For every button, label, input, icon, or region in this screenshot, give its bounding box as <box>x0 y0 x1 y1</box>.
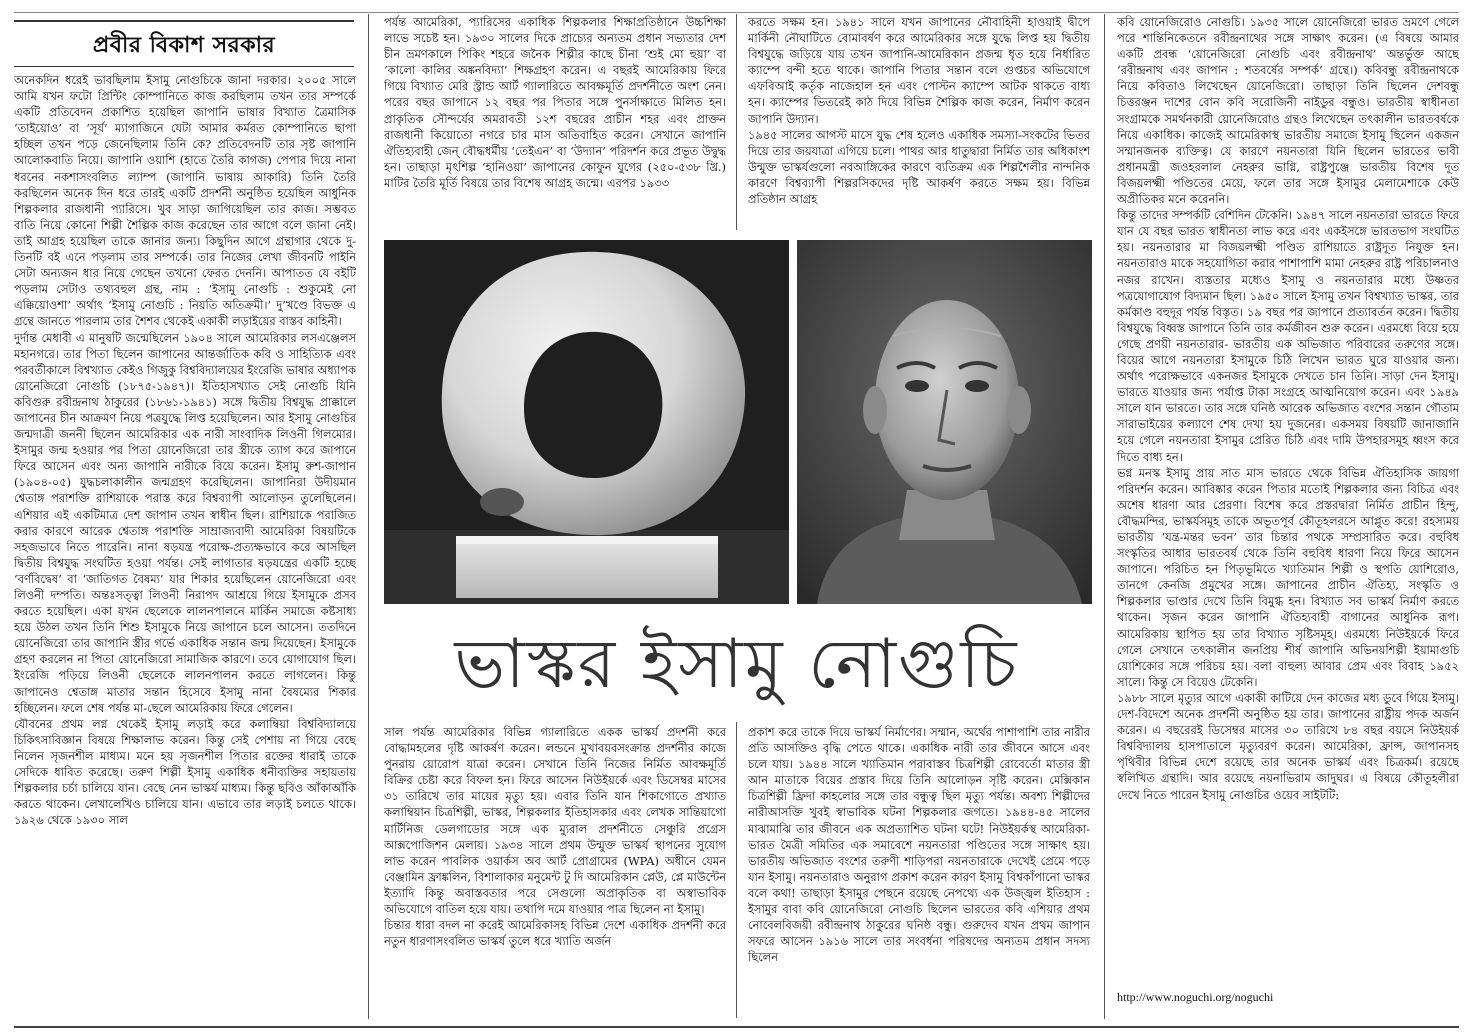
column-divider <box>368 14 369 1019</box>
column-divider <box>1104 14 1105 1019</box>
paragraph: ১৯৪৫ সালের আগস্ট মাসে যুদ্ধ শেষ হলেও একাধিক সমস্যা-সংকটের ভিতর দিয়ে তার জয়যাত্রা এগিয়ে চলে। পাথর আর ধাতুদ্বারা নির্মিত তার অধিকাংশ উন্মুক্ত ভাস্কর্যগুলো নবআঙ্গিকের কারণে ব্যতিক্রম এক শিল্পশৈলীর নান্দনিক কারণে বিশ্বব্যাপী শিল্পরসিকদের দৃষ্টি আকর্ষণ করতে সক্ষম হয়। বিভিন্ন প্রতিষ্ঠান আগ্রহ <box>748 127 1090 207</box>
column-3-bottom <box>748 724 1090 1012</box>
sculpture-image <box>384 240 789 604</box>
paragraph: যৌবনের প্রথম লগ্ন থেকেই ইসামু লড়াই করে কলাম্বিয়া বিশ্ববিদ্যালয়ে চিকিৎসাবিজ্ঞান বিষয়ে শিক্ষালাভ করেন। কিন্তু সেই পেশায় না গিয়ে বেছে নিলেন সৃজনশীল মাধ্যম। মনে হয় সৃজনশীল পিতার রক্তের ধারাই তাকে সেদিকে ধাবিত করেছে। তরুণ শিল্পী ইসামু একাধিক ধনীব্যক্তির সহায়তায় শিল্পকলার চর্চা চালিয়ে যান। বেছে নেন ভাস্কর্য মাধ্যম। কিন্তু ছবিও আঁকাআঁকি করতে থাকেন। লেখালেখিও চালিয়ে যান। এভাবে তার লড়াই চলতে থাকে। ১৯২৬ থেকে ১৯৩০ সাল <box>14 716 356 828</box>
website-link[interactable]: http://www.noguchi.org/noguchi <box>1117 990 1274 1004</box>
top-rule <box>14 12 1459 13</box>
column-1 <box>14 72 356 1012</box>
sculpture-photo <box>384 240 789 604</box>
paragraph: প্রকাশ করে তাকে দিয়ে ভাস্কর্য নির্মাণের। সম্মান, অর্থের পাশাপাশি তার নারীর প্রতি আসক্তিও বৃদ্ধি পেতে থাকে। একাধিক নারী তার জীবনে আসে এবং চলে যায়। ১৯৪৪ সালে খ্যাতিমান পরাবাস্তব চিত্রশিল্পী রোবের্তো মাতার স্ত্রী আন মাতাকে বিয়ের প্রস্তাব দিয়ে তিনি আলোড়ন সৃষ্টি করেন। মেক্সিকান চিত্রশিল্পী ফ্রিদা কাহলোর সঙ্গে তার বন্ধুত্ব ছিল মৃত্যু পর্যন্ত। অবশ্য শিল্পীদের নারীআসক্তি খুবই স্বাভাবিক ঘটনা শিল্পকলার জগতে। ১৯৪৪-৪৫ সালের মাঝামাঝি তার জীবনে এক অপ্রত্যাশিত ঘটনা ঘটে! নিউইয়র্কস্থ আমেরিকা-ভারত মৈত্রী সমিতির এক সমাবেশে নয়নতারা পণ্ডিতের সঙ্গে সাক্ষাৎ হয়। ভারতীয় অভিজাত বংশের তরুণী শাড়িপরা নয়নতারাকে দেখেই প্রেমে পড়ে যান ইসামু। নয়নতারাও অনুরাগ প্রকাশ করেন কারণ ইসামু বিশ্বকাঁপানো ভাস্কর বলে কথা! তাছাড়া ইসামুর পেছনে রয়েছে নেপথ্যে এক উজ্জ্বল ইতিহাস : ইসামুর বাবা কবি য়োনেজিরো নোগুচি ছিলেন ভারতের কবি এশিয়ার প্রথম নোবেলবিজয়ী রবীন্দ্রনাথ ঠাকুরের ঘনিষ্ঠ বন্ধু। গুরুদেব যখন প্রথম জাপান সফরে আসেন ১৯১৬ সালে তার সংবর্ধনা পরিষদের অন্যতম প্রধান সদস্য ছিলেন <box>748 725 1090 965</box>
column-2-bottom <box>384 724 726 1012</box>
paragraph: অনেকদিন ধরেই ভাবছিলাম ইসামু নোগুচিকে জানা দরকার। ২০০৫ সালে আমি যখন ফটো প্রিন্টিং কোম্পানিতে কাজ করছিলাম তখন তার সম্পর্কে একটি প্রতিবেদন প্রকাশিত হয়েছিল জাপানি ভাষার বিখ্যাত ত্রৈমাসিক ‘তাইয়োও’ বা ‘সূর্য’ ম্যাগাজিনে যেটা আমার কর্মরত কোম্পানিতে ছাপা হচ্ছিল তখন পড়ে জেনেছিলাম তিনি কে? প্রতিবেদনটি তার সৃষ্ট জাপানি আলোকবাতি নিয়ে। জাপানি ওয়াশি (হাতে তৈরি কাগজ) পেপার দিয়ে নানা ধরনের নকশাসংবলিত ল্যাম্প (জাপানি ভাষায় আকারি) তিনি তৈরি করছিলেন অনেক দিন ধরে তারই একটি প্রদর্শনী অনুষ্ঠিত হয়েছিল আধুনিক শিল্পকলার রাজধানী প্যারিসে। খুব সাড়া জাগিয়েছিল তার কাজ। সম্ভবত বাতি নিয়ে কোনো শিল্পী শৈল্পিক কাজ করেছেন তার আগে বলে জানা নেই। তাই আগ্রহ হয়েছিল তাকে জানার জন্য। কিছুদিন আগে গ্রন্থাগার থেকে দু-তিনটি বই এনে পড়লাম তার সম্পর্কে। তার নিজের লেখা জীবনটি পাইনি সেটা অন্যজন ধার নিয়ে গেছেন তখনো ফেরত দেননি। আপাতত যে বইটি পড়লাম সেটাও তথ্যবহুল গ্রন্থ, নাম : ‘ইসামু নোগুচি : শুকুমেই নো এক্কিয়োওশা’ অর্থাৎ ‘ইসামু নোগুচি : নিয়তি অতিক্রমী।’ দু’খণ্ডে বিভক্ত এ গ্রন্থে জানতে পারলাম তার শৈশব থেকেই একাকী লড়াইয়ের বাস্তব কাহিনী। <box>14 73 356 329</box>
paragraph: কবি য়োনেজিরোও নোগুচি। ১৯৩৫ সালে য়োনেজিরো ভারত ভ্রমণে গেলে পরে শান্তিনিকেতনে রবীন্দ্রনাথের সঙ্গে সাক্ষাৎ করেন। (এ বিষয়ে আমার একটি প্রবন্ধ ‘য়োনেজিরো নোগুচি এবং রবীন্দ্রনাথ’ অন্তর্ভুক্ত আছে ‘রবীন্দ্রনাথ এবং জাপান : শতবর্ষের সম্পর্ক’ গ্রন্থে।) কবিবন্ধু রবীন্দ্রনাথকে নিয়ে কবিতাও লিখেছেন য়োনেজিরো। তাছাড়া তিনি ছিলেন দেশবন্ধু চিত্তরঞ্জন দাশের বোন কবি সরোজিনী নাইডুর বন্ধুও। ভারতীয় স্বাধীনতা সংগ্রামকে সমর্থনকারী য়োনেজিরোও গ্রন্থও লিখেছেন তৎকালীন ভারতবর্ষকে নিয়ে একাধিক। কাজেই আমেরিকাস্থ ভারতীয় সমাজে ইসামু ছিলেন একজন সম্মানজনক ব্যক্তিত্ব। যে কারণে নয়নতারা যিনি ছিলেন ভারতের ভাবী প্রধানমন্ত্রী জওহরলাল নেহরুর ভাগ্নি, রাষ্ট্রপুঞ্জে ভারতীয় বিশেষ দূত বিজয়লক্ষ্মী পণ্ডিতের মেয়ে, ফলে তার সঙ্গে ইসামুর মেলামেশাকে কেউ অপ্রীতিকর মনে করেননি। <box>1117 15 1459 207</box>
paragraph: করতে সক্ষম হন। ১৯৪১ সালে যখন জাপানের নৌবাহিনী হাওয়াই দ্বীপে মার্কিনী নৌঘাটিতে বোমাবর্ষণ করে আমেরিকার সঙ্গে যুদ্ধে লিপ্ত হয় দ্বিতীয় বিশ্বযুদ্ধে জড়িয়ে যায় তখন জাপানি-আমেরিকান প্রজন্ম ধৃত হয়ে নির্ধারিত ক্যাম্পে বন্দী হতে থাকে। জাপানি পিতার সন্তান বলে গুপ্তচর অভিযোগে এফবিআই কর্তৃক নাজেহাল হন এবং পোস্টন ক্যাম্পে আটক থাকতে বাধ্য হন। ক্যাম্পের ভিতরেই কাঠ দিয়ে বিভিন্ন শৈল্পিক কাজ করেন, নির্মাণ করেন জাপানি উদ্যান। <box>748 15 1090 126</box>
byline-rule <box>14 66 354 67</box>
paragraph: ১৯৮৮ সালে মৃত্যুর আগে একাকী কাটিয়ে দেন কাজের মধ্য ডুবে গিয়ে ইসামু। দেশ-বিদেশে অনেক প্রদর্শনী অনুষ্ঠিত হয় তার। জাপানের রাষ্ট্রীয় পদক অর্জন করেন। এ বছরেরই ডিসেম্বর মাসের ৩০ তারিখে ৮৪ বছর বয়সে নিউইয়র্ক বিশ্ববিদ্যালয় হাসপাতালে মৃত্যুবরণ করেন। আমেরিকা, ফ্রান্স, জাপানসহ পৃথিবীর বিভিন্ন দেশে রয়েছে তার অনেক ভাস্কর্য এবং চিত্রকর্ম। রয়েছে স্বলিখিত গ্রন্থাদি। আর রয়েছে নয়নাভিরাম জাদুঘর। এ বিষয়ে কৌতূহলীরা দেখে নিতে পারেন ইসামু নোগুচির ওয়েব সাইটটি: <box>1117 690 1459 802</box>
portrait-image <box>797 240 1092 604</box>
column-2-top <box>384 14 726 228</box>
paragraph: কিন্তু তাদের সম্পর্কটি বেশিদিন টেকেনি। ১৯৪৭ সালে নয়নতারা ভারতে ফিরে যান যে বছর ভারত স্বাধীনতা লাভ করে এবং একইসঙ্গে ভারতভাগ সংঘটিত হয়। নয়নতারার মা বিজয়লক্ষ্মী পণ্ডিত রাশিয়াতে রাষ্ট্রদূত নিযুক্ত হন। নয়নতারাও মাকে সহযোগিতা করার পাশাপাশি মামা নেহরুর রাষ্ট্র পরিচালনাও নজর রাখেন। ব্যস্ততার মধ্যেও ইসামু ও নয়নতারার মধ্যে উষ্ণতর পত্রযোগাযোগ বিদ্যমান ছিল। ১৯৫০ সালে ইসামু তখন বিশ্বখ্যাত ভাস্কর, তার কর্মকাণ্ড বহুদূর পর্যন্ত বিস্তৃত। ১৯ বছর পর জাপানে প্রত্যাবর্তন করেন। দ্বিতীয় বিশ্বযুদ্ধে বিধ্বস্ত জাপানে তিনি তার কর্মজীবন শুরু করেন। এরমধ্যে বিয়ে হয়ে গেছে প্রণয়ী নয়নতারার- ভারতীয় এক অভিজাত পরিবারের তরুণের সঙ্গে। বিয়ের আগে নয়নতারা ইসামুকে চিঠি লিখেন ভারত ঘুরে যাওয়ার জন্য। অর্থাৎ পরোক্ষভাবে একনজর ইসামুকে দেখতে চান তিনি। সাড়া দেন ইসামু। ভারতে যাওয়ার জন্য পর্যাপ্ত টাকা সংগ্রহে আত্মনিয়োগ করেন। এবং ১৯৪৯ সালে যান ভারতে। তার সঙ্গে ঘনিষ্ঠ আরেক অভিজাত বংশের সন্তান গৌতাম সারাভাইয়ের কল্যাণে শেষ দেখা হয় দুজনের। একসময় বিষয়টি জানাজানি হয়ে গেলে নয়নতারা ইসামুর প্রেরিত চিঠি এবং দামি উপহারসমূহ ধ্বংস করে দিতে বাধ্য হন। <box>1117 208 1459 464</box>
column-divider <box>736 14 737 230</box>
bottom-rule <box>14 1026 1459 1028</box>
paragraph: সাল পর্যন্ত আমেরিকার বিভিন্ন গ্যালারিতে একক ভাস্কর্য প্রদর্শনী করে বোদ্ধামহলের দৃষ্টি আকর্ষণ করেন। লন্ডনে মুখাবয়বসংক্রান্ত প্রদর্শনীর কাজে পুনরায় য়োরোপ যাত্রা করেন। সেখানে তিনি নিজের নির্মিত আবক্ষমূর্তি বিক্রির চেষ্টা করে বিফল হন। ফিরে আসেন নিউইয়র্কে এবং ডিসেম্বর মাসের ৩১ তারিখে তার মায়ের মৃত্যু হয়। এবার তিনি যান শিকাগোতে প্রখ্যাত কলাম্বিয়ান চিত্রশিল্পী, ভাস্কর, শিল্পকলার ইতিহাসকার এবং লেখক সান্তিয়াগো মার্টিনিজ ডেলগাডোর সঙ্গে এক ম্যুরাল প্রদর্শনীতে সেঞ্চুরি প্রগ্রেস আক্সপোজিশন মেলায়। ১৯৩৪ সালে প্রথম উন্মুক্ত ভাস্কর্য স্থাপনের সুযোগ লাভ করেন পাবলিক ওয়ার্কস অব আর্ট প্রোগ্রামের (WPA) অধীনে যেমন বেঞ্জামিন ফ্রাঙ্কলিন, বিশালাকার মনুমেন্ট টু দি আমেরিকান প্লেউ, প্লে মাউন্টেন ইত্যাদি কিন্তু অবাস্তবতার পরে সেগুলো অপ্রাকৃতিক বা অস্বাভাবিক অভিযোগে বাতিল হয়ে যায়। তথাপি দমে যাওয়ার পাত্র ছিলেন না ইসামু। <box>384 725 726 917</box>
paragraph: পর্যন্ত আমেরিকা, প্যারিসের একাধিক শিল্পকলার শিক্ষাপ্রতিষ্ঠানে উচ্চশিক্ষা লাভে সচেষ্ট হন। ১৯৩০ সালের দিকে প্রাচ্যের অন্যতম প্রধান সভ্যতার দেশ চীন ভ্রমণকালে পিকিং শহরে জনৈক শিল্পীর কাছে চীনা ‘শুই মো হুয়া’ বা ‘কালো কালির অঙ্কনবিদ্যা’ শিক্ষগ্রহণ করেন। এ বছরই আমেরিকায় ফিরে গিয়ে বিখ্যাত মেরি স্ট্রান্ড আর্ট গ্যালারিতে আবক্ষমূর্তি প্রদর্শনীতে অংশ নেন। পরের বছর জাপানে ১২ বছর পর পিতার সঙ্গে পুনর্সাক্ষাতে মিলিত হন। প্রাকৃতিক সৌন্দর্যের অমরাবতী ১২শ বছরের প্রাচীন শহর এবং প্রাক্তন রাজধানী কিয়োতো নগরে চার মাস অতিবাহিত করেন। সেখানে জাপানি ঐতিহ্যবাহী জেন্ বৌদ্ধধর্মীয় ‘তেইএন’ বা ‘উদ্যান’ পরিদর্শন করে প্রভূত উদ্বুদ্ধ হন। তাছাড়া মৃৎশিল্প ‘হানিওয়া’ জাপানের কোফুন যুগের (২৫০-৫৩৮ খ্রি.) মাটির তৈরি মূর্তি বিষয়ে তার বিশেষ আগ্রহ জন্মে। এরপর ১৯৩৩ <box>384 15 726 190</box>
column-3-top <box>748 14 1090 228</box>
column-4 <box>1117 14 1459 988</box>
column-divider <box>736 722 737 1018</box>
portrait-photo <box>797 240 1092 604</box>
author-byline: প্রবীর বিকাশ সরকার <box>14 20 354 68</box>
headline: ভাস্কর ইসামু নোগুচি <box>454 625 1019 704</box>
paragraph: দুর্দান্ত মেধাবী এ মানুষটি জন্মেছিলেন ১৯০৪ সালে আমেরিকার লসএঞ্জেলস মহানগরে। তার পিতা ছিলেন জাপানের আন্তর্জাতিক কবি ও সাহিত্যিক এবং পরবর্তীকালে বিশ্বখ্যাত কেইও গিজুকু বিশ্ববিদ্যালয়ের ইংরেজি ভাষার অধ্যাপক য়োনেজিরো নোগুচি (১৮৭৫-১৯৪৭)। ইতিহাসখ্যাত সেই নোগুচি যিনি কবিগুরু রবীন্দ্রনাথ ঠাকুরের (১৮৬১-১৯৪১) সঙ্গে দ্বিতীয় বিশ্বযুদ্ধ প্রাক্কালে জাপানের চীন আক্রমণ নিয়ে পত্রযুদ্ধে লিপ্ত হয়েছিলেন। আর ইসামু নোগুচির জন্মদাত্রী জননী ছিলেন আমেরিকার এক নারী সাংবাদিক লিওনী গিলমোর। ইসামুর জন্ম হওয়ার পর পিতা য়োনেজিরো তার স্ত্রীকে ত্যাগ করে জাপানে ফিরে আসেন এবং অন্য জাপানি নারীকে বিয়ে করেন। ইসামু রুশ-জাপান (১৯০৪-০৫) যুদ্ধচলাকালীন জন্মগ্রহণ করেছিলেন। জাপানিরা উদীয়মান শ্বেতাঙ্গ পরাশক্তি রাশিয়াকে পরাস্ত করে বিশ্বব্যাপী আলোড়ন তুলেছিলেন। এশিয়ার এই একটিমাত্র দেশ জাপান তখন স্বাধীন ছিল। রাশিয়াকে পরাজিত করার কারণে আরেক শ্বেতাঙ্গ পরাশক্তি সাম্রাজ্যবাদী আমেরিকা বিষয়টিকে সহজভাবে নিতে পারেনি। নানা ষড়যন্ত্র পরোক্ষ-প্রত্যক্ষভাবে করে আসছিল দ্বিতীয় বিশ্বযুদ্ধ সংঘটিত হওয়া পর্যন্ত। সেই লাগাতার ষড়যন্ত্রের একটি হচ্ছে ‘বর্ণবিদ্বেষ’ বা ‘জাতিগত বৈষম্য’ যার শিকার হয়েছিলেন য়োনেজিরো এবং লিওনী দম্পতি। অন্তঃসত্ত্বা লিওনী নিরাপদ আশ্রয়ে গিয়ে ইসামুকে প্রসব করতে হয়েছিল। একা যখন ছেলেকে লালনপালনে মার্কিন সমাজে কষ্টসাধ্য হয়ে উঠল তখন তিনি শিশু ইসামুকে নিয়ে জাপানে চলে আসেন। ততদিনে য়োনেজিরো তার জাপানি স্ত্রীর গর্ভে একাধিক সন্তান জন্ম দিয়েছেন। ইসামুকে গ্রহণ করলেন না পিতা য়োনেজিরো সামাজিক কারণে। তবে যোগাযোগ ছিল। ইংরেজি পড়িয়ে লিওনী ছেলেকে লালনপালন করতে লাগলেন। কিন্তু জাপানেও শ্বেতাঙ্গ মাতার সন্তান হিসেবে ইসামু নানা বৈষম্যের শিকার হচ্ছিলেন। ফলে শেষ পর্যন্ত মা-ছেলে আমেরিকায় ফিরে গেলেন। <box>14 330 356 715</box>
paragraph: চিন্তার ধারা বদল না করেই আমেরিকাসহ বিভিন্ন দেশে একাধিক প্রদর্শনী করে নতুন ধারণাসংবলিত ভাস্কর্য তুলে ধরে খ্যাতি অর্জন <box>384 918 726 949</box>
paragraph: ভগ্ন মনস্ক ইসামু প্রায় সাত মাস ভারতে থেকে বিভিন্ন ঐতিহাসিক জায়গা পরিদর্শন করেন। আবিষ্কার করেন পিতার মতোই শিল্পকলার জন্য বিচিত্র এবং অশেষ ধারণা আর প্রেরণা। বিশেষ করে প্রস্তরদ্বারা নির্মিত প্রাচীন হিন্দু, বৌদ্ধমন্দির, ভাস্কর্যসমূহ তাকে অভূতপূর্ব কৌতূহলরসে আপ্লুত করে! রহস্যময় ভারতীয় ‘যন্ত্র-মন্তর ভবন’ তার চিন্তার পথকে সম্প্রসারিত করে। বহুবিধ সংস্কৃতির আধার ভারতবর্ষ থেকে তিনি বহুবিধ ধারণা নিয়ে ফিরে আসেন জাপানে। পরিচিত হন পিতৃভূমিতে খ্যাতিমান শিল্পী ও স্থপতি য়োশিরোও, তানগে কেনজি প্রমুখের সঙ্গে। জাপানের প্রাচীন ঐতিহ্য, সংস্কৃতি ও শিল্পকলার ভাণ্ডার দেখে তিনি বিমুগ্ধ হন। বিখ্যাত সব ভাস্কর্য নির্মাণ করতে থাকেন। সৃজন করেন জাপানি ঐতিহ্যবাহী বাগানের আধুনিক রূপ। আমেরিকায় স্থাপিত হয় তার বিখ্যাত সৃষ্টিসমূহ। এরমধ্যে নিউইয়র্কে ফিরে গেলে সেখানে তৎকালীন জনপ্রিয় শীর্ষ জাপানি অভিনয়শিল্পী ইয়ামাগুচি য়োশিকোর সঙ্গে পরিচয় হয়। বলা বাহুল্য আবার প্রেম এবং বিবাহ ১৯৫২ সালে। কিন্তু সে বিয়েও টেকেনি। <box>1117 465 1459 689</box>
